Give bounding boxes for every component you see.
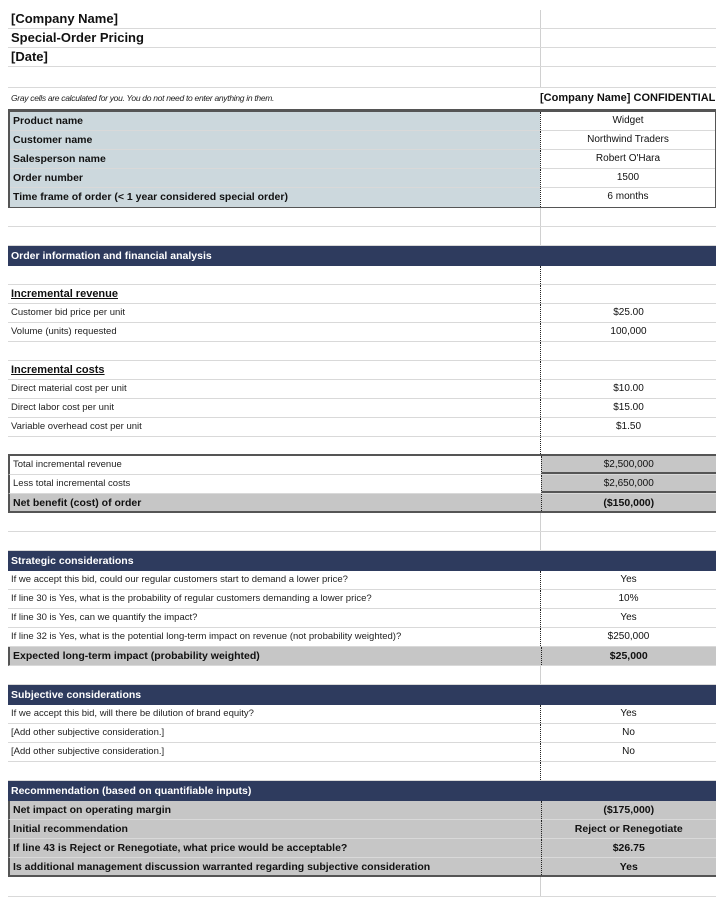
info-value[interactable]: 1500 <box>540 169 715 187</box>
subsection-title: Incremental costs <box>11 364 105 376</box>
title-row[interactable] <box>8 29 716 48</box>
empty-cell[interactable] <box>540 532 716 550</box>
section-title: Subjective considerations <box>11 689 142 701</box>
empty-cell[interactable] <box>540 285 716 303</box>
row-value[interactable]: 100,000 <box>540 323 716 341</box>
info-label: Product name <box>13 115 84 127</box>
row-volume[interactable] <box>8 323 716 342</box>
info-row-time-frame[interactable] <box>10 188 715 207</box>
empty-cell[interactable] <box>540 877 716 896</box>
row-label: If we accept this bid, will there be dilution of brand equity? <box>11 708 254 719</box>
info-row-product[interactable] <box>10 112 715 131</box>
row-value[interactable]: $15.00 <box>540 399 716 417</box>
section-header-recommendation <box>8 781 716 801</box>
strategic-row[interactable] <box>8 628 716 647</box>
row-total-costs[interactable] <box>8 475 716 494</box>
row-label: Net impact on operating margin <box>13 804 172 816</box>
calculated-value: ($150,000) <box>541 494 717 511</box>
empty-row[interactable] <box>8 266 716 285</box>
empty-cell[interactable] <box>8 666 540 684</box>
empty-cell[interactable] <box>540 208 716 226</box>
calculated-value: Yes <box>541 858 717 875</box>
empty-cell[interactable] <box>540 10 716 28</box>
calculated-value: $2,650,000 <box>541 475 717 493</box>
row-label: Volume (units) requested <box>11 326 117 337</box>
empty-cell[interactable] <box>540 227 716 245</box>
row-label: Variable overhead cost per unit <box>11 421 142 432</box>
date-row[interactable] <box>8 48 716 67</box>
row-label: Less total incremental costs <box>13 478 131 489</box>
row-label: Direct labor cost per unit <box>11 402 114 413</box>
row-value[interactable]: Yes <box>540 705 716 723</box>
company-name[interactable]: [Company Name] <box>11 11 118 26</box>
date-cell[interactable]: [Date] <box>11 49 48 64</box>
empty-cell[interactable] <box>540 666 716 684</box>
strategic-row[interactable] <box>8 590 716 609</box>
row-label: Total incremental revenue <box>13 459 122 470</box>
empty-cell[interactable] <box>540 361 716 379</box>
info-value[interactable]: Northwind Traders <box>540 131 715 149</box>
header-fill <box>540 781 716 801</box>
row-label: Initial recommendation <box>13 823 128 835</box>
row-value[interactable]: $1.50 <box>540 418 716 436</box>
empty-cell[interactable] <box>8 437 540 454</box>
subsection-costs <box>8 361 716 380</box>
recommendation-row[interactable] <box>8 820 716 839</box>
row-label: If line 43 is Reject or Renegotiate, what price would be acceptable? <box>13 842 348 854</box>
empty-cell[interactable] <box>8 227 540 245</box>
row-label: Is additional management discussion warranted regarding subjective consideration <box>13 861 431 873</box>
row-value[interactable]: $250,000 <box>540 628 716 646</box>
empty-cell[interactable] <box>540 342 716 360</box>
subsection-revenue <box>8 285 716 304</box>
empty-row[interactable] <box>8 67 716 88</box>
section-header-order <box>8 246 716 266</box>
subjective-row[interactable] <box>8 724 716 743</box>
row-value[interactable]: No <box>540 743 716 761</box>
empty-cell[interactable] <box>540 29 716 47</box>
row-value[interactable]: Yes <box>540 609 716 627</box>
calculated-value: $26.75 <box>541 839 717 857</box>
calculated-value: $25,000 <box>541 647 717 665</box>
recommendation-row[interactable] <box>8 801 716 820</box>
row-direct-labor[interactable] <box>8 399 716 418</box>
row-net-benefit[interactable] <box>8 494 716 513</box>
empty-cell[interactable] <box>540 266 716 284</box>
row-label: If line 30 is Yes, can we quantify the impact? <box>11 612 198 623</box>
row-value[interactable]: Yes <box>540 571 716 589</box>
recommendation-row[interactable] <box>8 858 716 877</box>
row-label: Net benefit (cost) of order <box>13 497 142 509</box>
order-info-block <box>8 111 716 208</box>
info-row-salesperson[interactable] <box>10 150 715 169</box>
strategic-row[interactable] <box>8 571 716 590</box>
empty-cell[interactable] <box>8 342 540 360</box>
row-label: Expected long-term impact (probability weighted) <box>13 650 260 662</box>
section-title: Recommendation (based on quantifiable inputs) <box>11 785 252 797</box>
empty-row[interactable] <box>8 666 716 685</box>
info-label: Time frame of order (< 1 year considered special order) <box>13 191 288 203</box>
strategic-row[interactable] <box>8 609 716 628</box>
row-label: If line 30 is Yes, what is the probability of regular customers demanding a lower price? <box>11 593 372 604</box>
row-label: If we accept this bid, could our regular customers start to demand a lower price? <box>11 574 348 585</box>
empty-row[interactable] <box>8 762 716 781</box>
row-label: [Add other subjective consideration.] <box>11 746 165 757</box>
row-value[interactable]: $25.00 <box>540 304 716 322</box>
calculated-value: $2,500,000 <box>541 456 717 474</box>
row-total-revenue[interactable] <box>8 456 716 475</box>
info-label: Order number <box>13 172 84 184</box>
empty-cell[interactable] <box>540 513 716 531</box>
empty-cell[interactable] <box>8 762 540 780</box>
row-label: Direct material cost per unit <box>11 383 127 394</box>
confidential-label: [Company Name] CONFIDENTIAL <box>540 92 716 104</box>
info-value[interactable]: Widget <box>540 112 715 130</box>
empty-cell[interactable] <box>8 208 540 226</box>
subjective-row[interactable] <box>8 743 716 762</box>
spreadsheet <box>8 10 716 897</box>
info-value[interactable]: Robert O'Hara <box>540 150 715 168</box>
company-name-row[interactable] <box>8 10 716 29</box>
section-title: Order information and financial analysis <box>11 250 212 262</box>
empty-row[interactable] <box>8 342 716 361</box>
empty-cell[interactable] <box>540 437 716 454</box>
recommendation-row[interactable] <box>8 839 716 858</box>
row-label: If line 32 is Yes, what is the potential long-term impact on revenue (not probability weighted)? <box>11 631 402 642</box>
row-variable-overhead[interactable] <box>8 418 716 437</box>
note-row <box>8 88 716 111</box>
row-value[interactable]: No <box>540 724 716 742</box>
empty-row[interactable] <box>8 532 716 551</box>
calculated-value: Reject or Renegotiate <box>541 820 717 838</box>
row-value[interactable]: $10.00 <box>540 380 716 398</box>
info-row-order-number[interactable] <box>10 169 715 188</box>
page-title[interactable]: Special-Order Pricing <box>11 30 144 45</box>
info-label: Customer name <box>13 134 93 146</box>
empty-cell[interactable] <box>8 67 540 87</box>
calculated-value: ($175,000) <box>541 801 717 819</box>
empty-row[interactable] <box>8 513 716 532</box>
empty-cell[interactable] <box>8 532 540 550</box>
row-expected-impact[interactable] <box>8 647 716 666</box>
row-label: Customer bid price per unit <box>11 307 126 318</box>
section-title: Strategic considerations <box>11 555 134 567</box>
section-header-subjective <box>8 685 716 705</box>
row-value[interactable]: 10% <box>540 590 716 608</box>
row-bid-price[interactable] <box>8 304 716 323</box>
header-fill <box>540 685 716 705</box>
header-fill <box>540 551 716 571</box>
section-header-strategic <box>8 551 716 571</box>
empty-cell[interactable] <box>8 877 540 896</box>
empty-row[interactable] <box>8 227 716 246</box>
empty-cell[interactable] <box>8 266 540 284</box>
subjective-row[interactable] <box>8 705 716 724</box>
empty-cell[interactable] <box>540 48 716 66</box>
info-value[interactable]: 6 months <box>540 188 715 207</box>
empty-cell[interactable] <box>540 67 716 87</box>
info-label: Salesperson name <box>13 153 106 165</box>
header-fill <box>540 246 716 266</box>
empty-cell[interactable] <box>540 762 716 780</box>
empty-row[interactable] <box>8 437 716 456</box>
gray-cells-note: Gray cells are calculated for you. You do not need to enter anything in them. <box>11 93 275 103</box>
subsection-title: Incremental revenue <box>11 288 118 300</box>
row-label: [Add other subjective consideration.] <box>11 727 165 738</box>
empty-cell[interactable] <box>8 513 540 531</box>
info-row-customer[interactable] <box>10 131 715 150</box>
empty-row[interactable] <box>8 208 716 227</box>
empty-row[interactable] <box>8 877 716 897</box>
row-direct-material[interactable] <box>8 380 716 399</box>
